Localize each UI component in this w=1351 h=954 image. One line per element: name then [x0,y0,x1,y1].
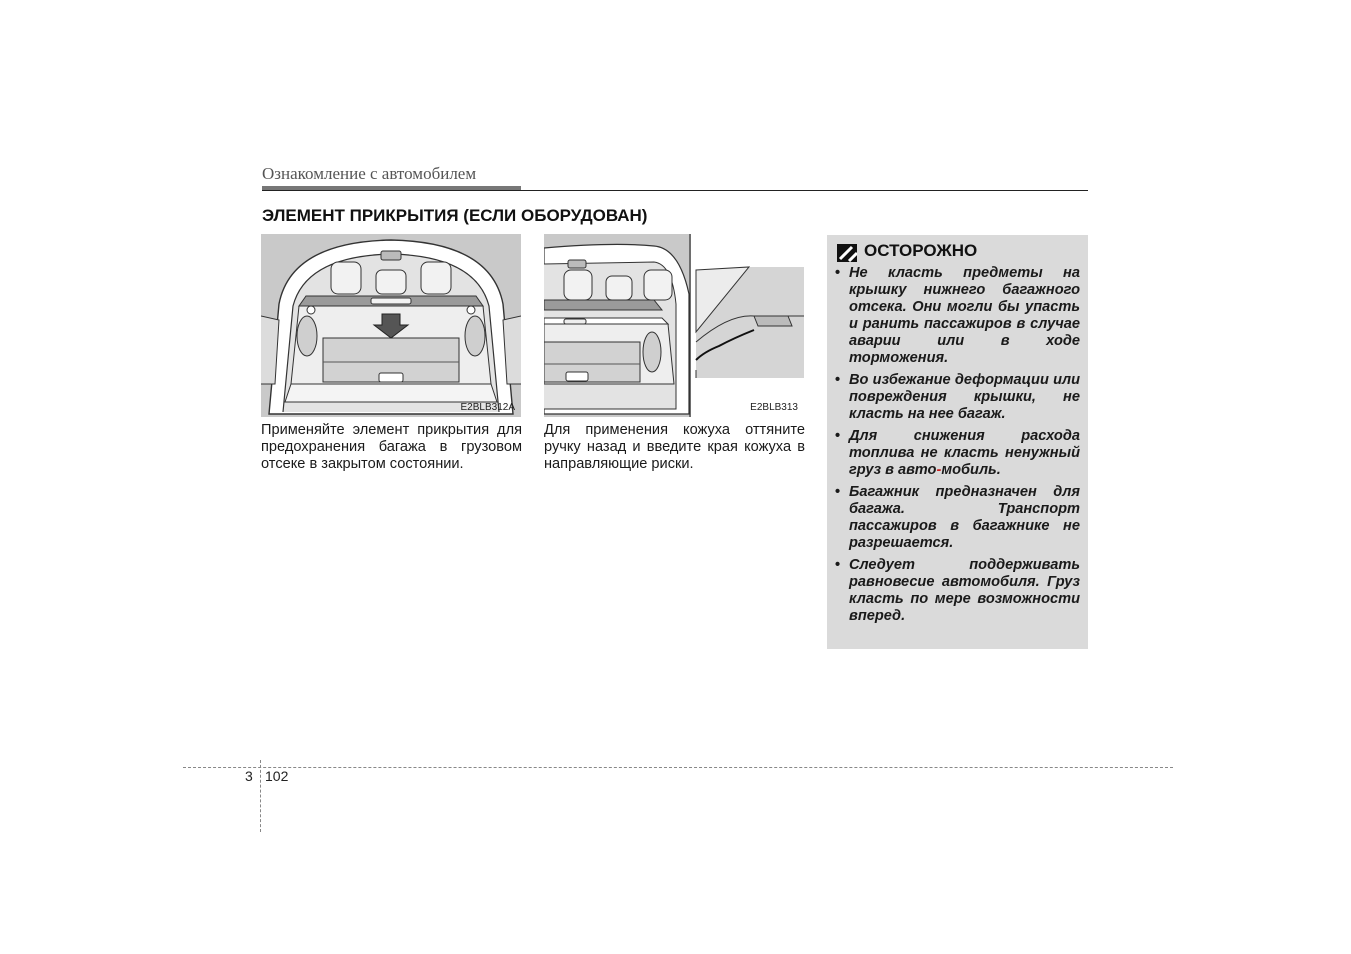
footer-dashed-rule [183,767,1173,768]
section-title: Ознакомление с автомобилем [262,164,477,183]
cover-installation-illustration [544,234,804,417]
bullet-icon: • [835,557,841,573]
bullet-icon: • [835,372,841,388]
warning-item: • Следует поддерживать равновесие автомобиля. Груз класть по мере возможности вперед. [835,557,1080,624]
bullet-icon: • [835,428,841,444]
warning-box [827,235,1088,649]
page-heading: ЭЛЕМЕНТ ПРИКРЫТИЯ (ЕСЛИ ОБОРУДОВАН) [262,206,648,225]
bullet-icon: • [835,484,841,500]
warning-item: • Багажник предназначен для багажа. Транспорт пассажиров в багажнике не разрешается. [835,484,1080,551]
figure-cover-installation [544,234,804,417]
figure-code: E2BLB313 [750,402,798,413]
bullet-icon: • [835,265,841,281]
warning-list [835,265,1080,630]
figure-code: E2BLB312A [460,402,515,413]
page-number: 102 [265,768,289,784]
chapter-number: 3 [245,768,253,784]
section-rule [262,190,1088,191]
caution-stripe-icon [837,244,857,262]
warning-title: ОСТОРОЖНО [864,241,978,260]
hyphen-mark: - [936,462,942,478]
caption-figure-2: Для применения кожуха оттяните ручку назад и введите края кожуха в направляющие риски. [544,422,805,472]
caption-figure-1: Применяйте элемент прикрытия для предохранения багажа в грузовом отсеке в закрытом состоянии. [261,422,522,472]
warning-item: • Для снижения расхода топлива не класть ненужный груз в авто-мобиль. [835,428,1080,478]
figure-cargo-cover [261,234,521,417]
footer-dashed-divider [260,760,261,832]
warning-item: • Во избежание деформации или повреждения крышки, не класть на нее багаж. [835,372,1080,422]
cargo-area-illustration [261,234,521,417]
warning-item: • Не класть предметы на крышку нижнего багажного отсека. Они могли бы упасть и ранить пассажиров в случае аварии или в ходе торможения. [835,265,1080,366]
